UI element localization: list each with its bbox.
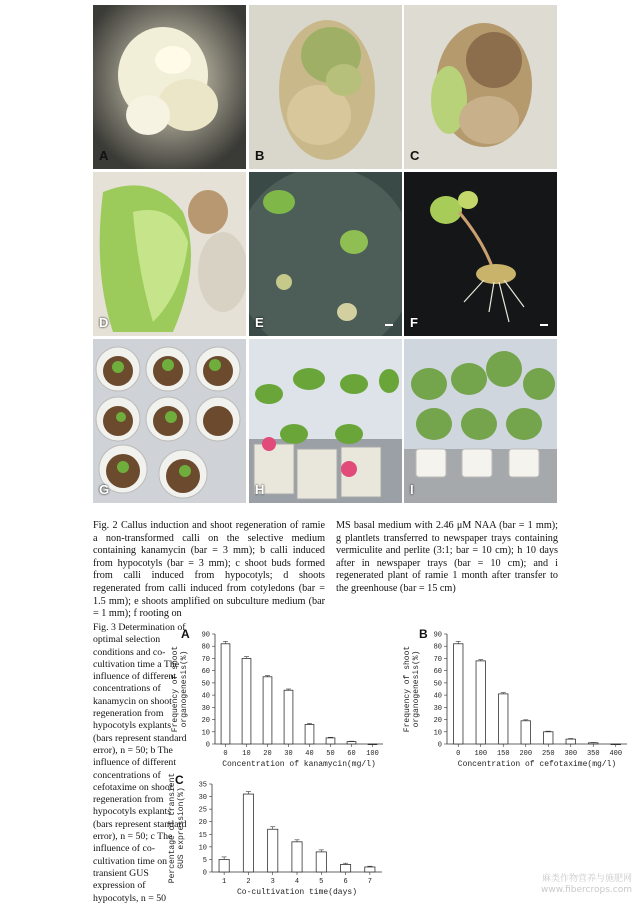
panel-label: G [99,482,110,497]
y-axis-title [403,646,421,732]
bar [268,829,278,872]
x-tick-label: 4 [294,878,300,886]
panel-label: I [410,482,414,497]
y-tick-label: 60 [201,668,210,677]
x-axis-title: Concentration of kanamycin(mg/l) [222,760,376,769]
photo-panel-e [249,172,402,336]
y-tick-label: 0 [437,741,442,750]
chart-a [171,624,390,774]
x-tick-label: 400 [609,750,623,758]
y-tick-label: 5 [202,856,207,865]
x-tick-label: 5 [319,878,324,886]
y-tick-label: 0 [202,869,207,878]
y-tick-label: 70 [201,655,210,664]
bar [347,742,356,744]
y-axis-title-line2: organogenesis(%) [412,650,421,728]
y-tick-label: 25 [198,806,207,815]
x-tick-label: 3 [270,878,275,886]
x-tick-label: 300 [564,750,578,758]
bar [340,864,350,872]
y-tick-label: 30 [433,704,442,713]
x-tick-label: 150 [496,750,510,758]
x-tick-label: 100 [474,750,488,758]
x-axis-title: Co-cultivation time(days) [236,888,358,897]
photo-panel-f [404,172,557,336]
watermark-line1: 麻类作物营养与施肥网 [541,874,632,884]
bar [243,794,253,872]
watermark [541,874,632,896]
fig2-caption-right: MS basal medium with 2.46 μM NAA (bar = 1 mm); g plantlets transferred to newspaper trays containing vermiculite and perlite (3:1; bar = 10 cm); h 10 days after in newspaper trays (bar = 10 cm); and i regenerated plant of ramie 1 month after transfer to the greenhouse (bar = 15 cm) [336,520,558,594]
y-tick-label: 30 [201,704,210,713]
y-tick-label: 90 [201,631,210,640]
panel-label: A [99,148,109,163]
y-tick-label: 50 [433,680,442,689]
fig3-caption: Fig. 3 Determination of optimal selection conditions and co-cultivation time a The influence of different concentrations of kanamycin on shoot regeneration from hypocotyls explants (bars represent standard error), n = 50; b The influence of different concentrations of cefotaxime on shoot regeneration from hypocotyls explants (bars represent standard error), n = 50; c The influence of co-cultivation time on transient GUS expression of hypocotyls, n = 50 [93,622,187,904]
bar [305,724,314,744]
photo-panel-d [93,172,246,336]
x-tick-label: 100 [366,750,379,758]
bar [365,867,375,872]
x-tick-label: 6 [343,878,348,886]
y-tick-label: 20 [433,717,442,726]
watermark-line2: www.fibercrops.com [541,885,632,895]
photo-panel-c [404,5,557,169]
bar [566,739,575,744]
y-tick-label: 20 [198,819,207,828]
fig2-caption-left: Fig. 2 Callus induction and shoot regeneration of ramie a non-transformed calli on the selective medium containing kanamycin (bar = 3 mm); b calli induced from hypocotyls (bar = 3 mm); c shoot buds formed from calli induced from hypocotyls; d shoots regenerated from calli induced from cotyledons (bar = 1.5 mm); e shoots amplified on subculture medium (bar = 1 mm); f rooting on [93,520,325,620]
x-tick-label: 40 [305,750,314,758]
x-tick-label: 50 [326,750,335,758]
x-tick-label: 200 [519,750,533,758]
y-tick-label: 40 [433,692,442,701]
y-tick-label: 20 [201,717,210,726]
bar [589,743,598,744]
panel-label: F [410,315,418,330]
x-tick-label: 0 [456,750,461,758]
photo-panel-g [93,339,246,503]
photo-panel-i [404,339,557,503]
y-tick-label: 0 [205,741,210,750]
y-tick-label: 60 [433,668,442,677]
panel-label: C [410,148,420,163]
bar [284,690,293,744]
y-axis-title-line1: Frequency of shoot [171,645,180,733]
y-axis-title-line1: Frequency of shoot [403,645,412,733]
chart-panel-label: A [181,627,190,641]
y-tick-label: 50 [201,680,210,689]
y-tick-label: 90 [433,631,442,640]
bar [521,721,530,744]
bar [219,859,229,872]
y-axis-title-line1: Percentage of transient [168,772,177,884]
y-tick-label: 30 [198,794,207,803]
bar [544,732,553,744]
x-tick-label: 0 [223,750,228,758]
photo-panel-h [249,339,402,503]
y-tick-label: 80 [433,643,442,652]
bar [476,661,485,744]
x-tick-label: 10 [242,750,251,758]
y-axis-title-line2: GUS expression(%) [177,787,186,869]
x-tick-label: 20 [263,750,272,758]
chart-c [168,772,392,897]
y-axis-title-line2: organogenesis(%) [180,650,189,728]
panel-label: H [255,482,265,497]
x-tick-label: 30 [284,750,293,758]
x-tick-label: 1 [222,878,227,886]
y-tick-label: 10 [201,729,210,738]
y-tick-label: 35 [198,781,207,790]
chart-b [405,624,635,774]
bar [316,852,326,872]
y-tick-label: 10 [433,729,442,738]
x-tick-label: 60 [347,750,356,758]
bar [292,842,302,872]
x-tick-label: 250 [541,750,555,758]
y-tick-label: 80 [201,643,210,652]
x-axis-title: Concentration of cefotaxime(mg/l) [457,760,617,769]
photo-panel-b [249,5,402,169]
bar [499,694,508,744]
bar [221,644,230,744]
y-tick-label: 40 [201,692,210,701]
y-tick-label: 70 [433,655,442,664]
bar [326,738,335,744]
x-tick-label: 350 [586,750,600,758]
y-axis-title [171,646,189,732]
y-tick-label: 10 [198,844,207,853]
chart-panel-label: C [175,773,184,787]
x-tick-label: 7 [367,878,372,886]
y-tick-label: 15 [198,831,207,840]
chart-panel-label: B [419,627,428,641]
x-tick-label: 2 [246,878,251,886]
photo-panel-a [93,5,246,169]
bar [242,658,251,744]
bar [454,644,463,744]
bar [263,677,272,744]
panel-label: E [255,315,264,330]
y-axis-title [168,773,186,883]
panel-label: B [255,148,265,163]
panel-label: D [99,315,109,330]
